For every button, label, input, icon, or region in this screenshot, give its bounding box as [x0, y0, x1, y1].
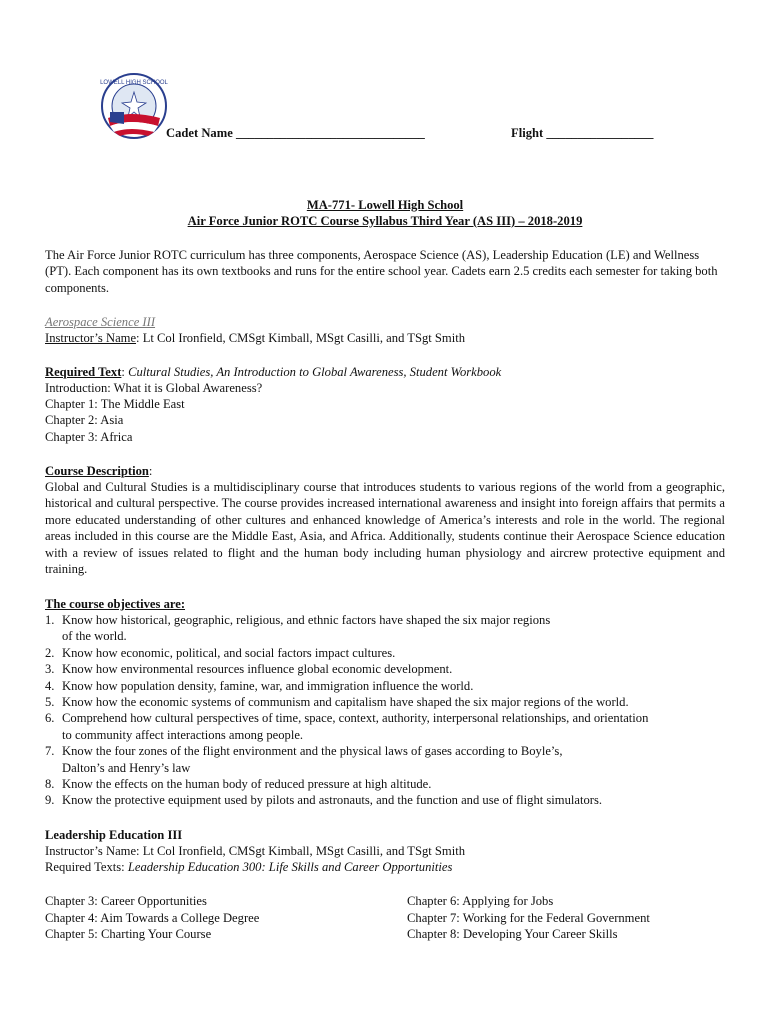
required-text-label: Required Text [45, 365, 122, 379]
course-description-label: Course Description [45, 464, 149, 478]
objective-number: 1. [45, 613, 55, 627]
objective-text: Know how environmental resources influence global economic development. [62, 662, 453, 677]
cadet-name-field: Cadet Name ______________________________ [166, 126, 425, 140]
objective-item [45, 694, 735, 710]
required-text-line [45, 364, 501, 380]
aerospace-chapter-2: Chapter 2: Asia [45, 413, 124, 427]
objective-item [45, 776, 735, 792]
aerospace-heading: Aerospace Science III [45, 315, 156, 329]
seal-lettering: LOWELL HIGH SCHOOL [100, 80, 168, 86]
objective-number: 9. [45, 793, 55, 808]
objective-number: 8. [45, 777, 55, 792]
objective-number: 7. [45, 744, 55, 759]
leadership-chapter: Chapter 3: Career Opportunities [45, 894, 207, 908]
objective-text: Comprehend how cultural perspectives of time, space, context, authority, interpersonal relationships, and orientation to community affect interactions among people. [62, 711, 649, 742]
objective-item [45, 792, 735, 808]
leadership-instructors: Instructor’s Name: Lt Col Ironfield, CMSgt Kimball, MSgt Casilli, and TSgt Smith [45, 844, 466, 858]
leadership-chapter: Chapter 7: Working for the Federal Government [407, 910, 650, 925]
course-code-title: MA-771- Lowell High School [306, 198, 464, 212]
leadership-chapter: Chapter 6: Applying for Jobs [407, 894, 554, 908]
school-seal-logo [100, 72, 168, 140]
objective-item [45, 678, 735, 694]
objective-number: 5. [45, 695, 55, 710]
syllabus-title: Air Force Junior ROTC Course Syllabus Third Year (AS III) – 2018-2019 [187, 214, 583, 228]
objectives-heading: The course objectives are: [45, 597, 186, 611]
intro-paragraph: The Air Force Junior ROTC curriculum has three components, Aerospace Science (AS), Leadership Education (LE) and Wellness (PT). Each component has its own textbooks and runs for the entire school year. Cadets earn 2.5 credits each semester for taking both components. [45, 248, 718, 295]
objective-number: 6. [45, 711, 55, 726]
objective-text: Know how population density, famine, war, and immigration influence the world. [62, 678, 474, 693]
objective-text: Know how historical, geographic, religious, and ethnic factors have shaped the six major regions of the world. [62, 613, 551, 644]
course-description-heading [45, 463, 152, 479]
required-text-sep: : [121, 365, 129, 379]
objective-text: Know the four zones of the flight environment and the physical laws of gases according to Boyle’s, Dalton’s and Henry’s law [62, 744, 563, 775]
objective-item [45, 743, 735, 776]
flight-field: Flight _________________ [511, 126, 654, 140]
leadership-required-texts [45, 859, 452, 875]
objectives-list [45, 612, 735, 809]
objective-item [45, 710, 735, 743]
aerospace-chapter-1: Chapter 1: The Middle East [45, 397, 185, 411]
objective-number: 4. [45, 678, 55, 693]
objective-number: 3. [45, 662, 55, 677]
course-description-colon: : [148, 464, 153, 478]
objective-item [45, 612, 735, 645]
course-description-text: Global and Cultural Studies is a multidisciplinary course that introduces students to various regions of the world from a geographic, historical and cultural perspective. The course provides increased international awareness and insight into foreign affairs that permits a more educated understanding of other cultures and enhanced knowledge of America’s interests and role in the world. The regional areas included in this course are the Middle East, Asia, and Africa. Additionally, students continue their Aerospace Science education with a review of issues related to flight and the human body including human physiology and aircrew protective equipment and training. [45, 480, 725, 577]
instructor-label: Instructor’s Name [45, 331, 137, 345]
leadership-chapter: Chapter 5: Charting Your Course [45, 927, 212, 941]
objective-number: 2. [45, 645, 55, 660]
objective-text: Know the effects on the human body of reduced pressure at high altitude. [62, 777, 432, 792]
leadership-chapters-right [407, 893, 650, 943]
objective-text: Know the protective equipment used by pilots and astronauts, and the function and use of flight simulators. [62, 793, 603, 808]
aerospace-chapter-3: Chapter 3: Africa [45, 430, 133, 444]
required-text-title: Cultural Studies, An Introduction to Global Awareness, Student Workbook [128, 365, 502, 379]
leadership-heading: Leadership Education III [45, 828, 183, 842]
aerospace-intro-chapter: Introduction: What it is Global Awareness? [45, 381, 263, 395]
instructor-names: : Lt Col Ironfield, CMSgt Kimball, MSgt Casilli, and TSgt Smith [136, 331, 466, 345]
aerospace-instructors [45, 330, 465, 346]
objective-item [45, 645, 735, 661]
objective-text: Know how the economic systems of communism and capitalism have shaped the six major regions of the world. [62, 695, 629, 710]
leadership-chapter: Chapter 4: Aim Towards a College Degree [45, 910, 260, 925]
leadership-chapters-left [45, 893, 259, 943]
leadership-required-label: Required Texts: [45, 860, 128, 874]
leadership-chapter: Chapter 8: Developing Your Career Skills [407, 927, 618, 941]
objective-text: Know how economic, political, and social factors impact cultures. [62, 645, 396, 660]
objective-item [45, 661, 735, 677]
leadership-required-title: Leadership Education 300: Life Skills and Career Opportunities [127, 860, 453, 874]
